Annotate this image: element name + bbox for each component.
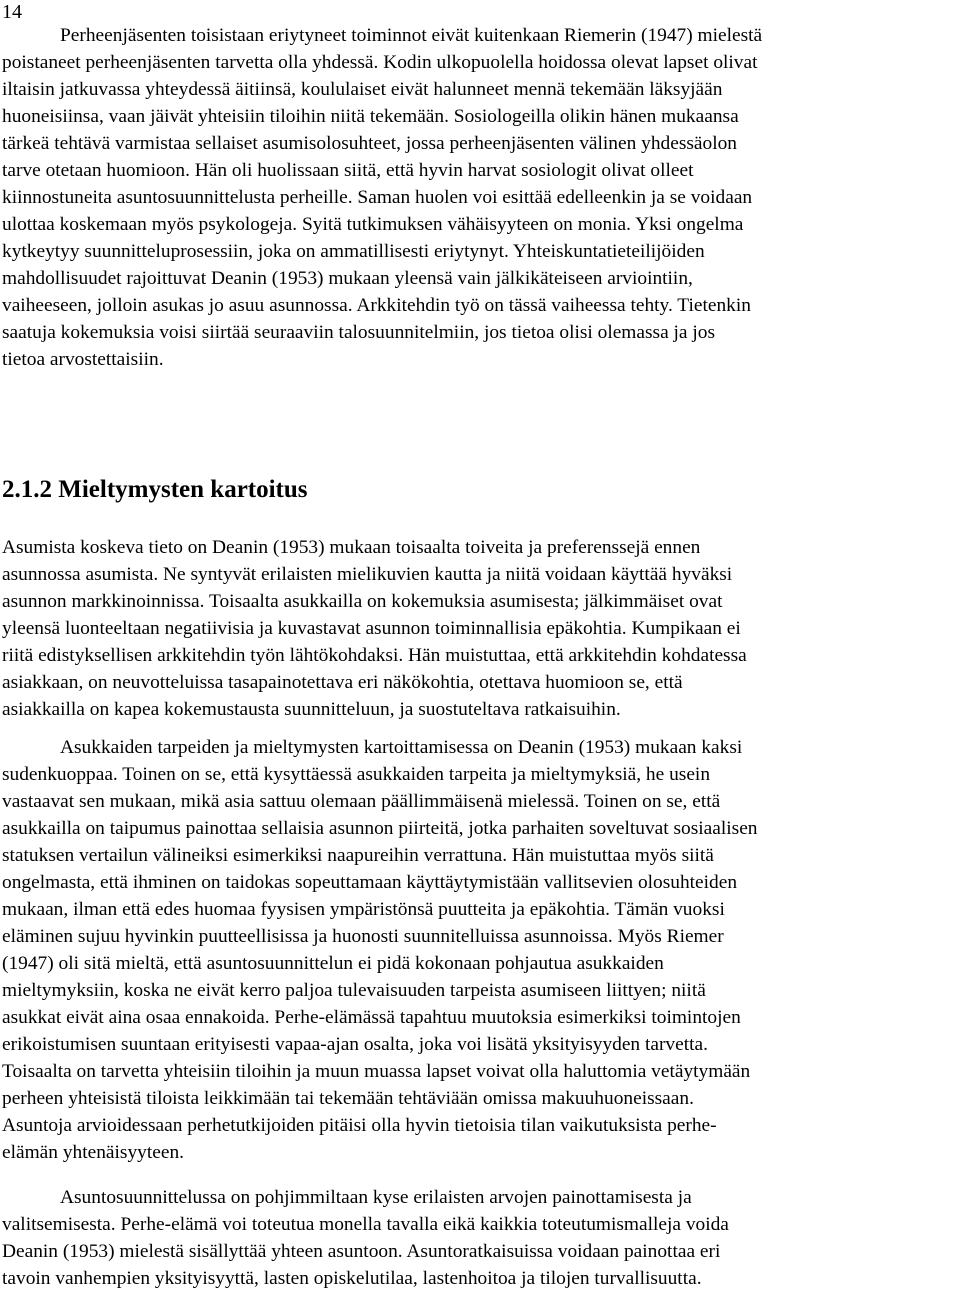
- paragraph-2: [2, 534, 960, 723]
- text-line: Asuntosuunnittelussa on pohjimmiltaan kyse erilaisten arvojen painottamisesta ja: [60, 1187, 692, 1208]
- text-line: asunnossa asumista. Ne syntyvät erilaisten mielikuvien kautta ja niitä voidaan käyttää hyväksi: [2, 564, 733, 585]
- paragraph-1: [2, 22, 960, 373]
- text-line: vaiheeseen, jolloin asukas jo asuu asunnossa. Arkkitehdin työ on tässä vaiheessa tehty. Tietenkin: [2, 295, 751, 316]
- text-line: asunnon markkinoinnissa. Toisaalta asukkailla on kokemuksia asumisesta; jälkimmäiset ovat: [2, 591, 723, 612]
- text-line: Asukkaiden tarpeiden ja mieltymysten kartoittamisessa on Deanin (1953) mukaan kaksi: [60, 737, 743, 758]
- text-line: Asumista koskeva tieto on Deanin (1953) mukaan toisaalta toiveita ja preferenssejä ennen: [2, 537, 701, 558]
- text-line: vastaavat sen mukaan, mikä asia sattuu olemaan päällimmäisenä mielessä. Toinen on se, että: [2, 791, 721, 812]
- text-line: statuksen vertailun välineiksi esimerkiksi naapureihin verrattuna. Hän muistuttaa myös siitä: [2, 845, 714, 866]
- text-line: Perheenjäsenten toisistaan eriytyneet toiminnot eivät kuitenkaan Riemerin (1947) mielestä: [60, 25, 763, 46]
- paragraph-4: [2, 1184, 960, 1292]
- text-line: asiakkaan, on neuvotteluissa tasapainotettava eri näkökohtia, otettava huomioon se, että: [2, 672, 683, 693]
- text-line: erikoistumisen suuntaan erityisesti vapaa-ajan osalta, joka voi lisätä yksityisyyden tarvetta.: [2, 1034, 708, 1055]
- text-line: huoneisiinsa, vaan jäivät yhteisiin tiloihin niitä tekemään. Sosiologeilla olikin hänen mukaansa: [2, 106, 739, 127]
- text-line: Deanin (1953) mielestä sisällyttää yhteen asuntoon. Asuntoratkaisuissa voidaan painottaa eri: [2, 1241, 721, 1262]
- text-line: (1947) oli sitä mieltä, että asuntosuunnittelun ei pidä kokonaan pohjautua asukkaiden: [2, 953, 664, 974]
- text-line: elämän yhtenäisyyteen.: [2, 1142, 184, 1163]
- text-line: tietoa arvostettaisiin.: [2, 349, 164, 370]
- text-line: kytkeytyy suunnitteluprosessiin, joka on ammatillisesti eriytynyt. Yhteiskuntatieteilijöiden: [2, 241, 705, 262]
- text-line: perheen yhteisistä tiloista leikkimään tai tekemään tehtäviään omissa makuuhuoneissaan.: [2, 1088, 694, 1109]
- text-line: tärkeä tehtävä varmistaa sellaiset asumisolosuhteet, jossa perheenjäsenten välinen yhdessäolon: [2, 133, 737, 154]
- text-line: asukkat eivät aina osaa ennakoida. Perhe-elämässä tapahtuu muutoksia esimerkiksi toimintojen: [2, 1007, 741, 1028]
- text-line: iltaisin jatkuvassa yhteydessä äitiinsä, koululaiset eivät halunneet mennä tekemään läksyjään: [2, 79, 723, 100]
- text-line: mukaan, ilman että edes huomaa fyysisen ympäristönsä puutteita ja epäkohtia. Tämän vuoksi: [2, 899, 725, 920]
- text-line: mahdollisuudet rajoittuvat Deanin (1953) mukaan yleensä vain jälkikäteiseen arviointiin,: [2, 268, 693, 289]
- paragraph-3: [2, 734, 960, 1166]
- text-line: ongelmasta, että ihminen on taidokas sopeuttamaan käyttäytymistään vallitsevien olosuhteiden: [2, 872, 738, 893]
- text-line: tarve otetaan huomioon. Hän oli huolissaan siitä, että hyvin harvat sosiologit olivat olleet: [2, 160, 694, 181]
- text-line: tavoin vanhempien yksityisyyttä, lasten opiskelutilaa, lastenhoitoa ja tilojen turvallisuutta.: [2, 1268, 702, 1289]
- text-line: mieltymyksiin, koska ne eivät kerro paljoa tulevaisuuden tarpeista asumiseen liittyen; niitä: [2, 980, 706, 1001]
- text-line: Toisaalta on tarvetta yhteisiin tiloihin ja muun muassa lapset voivat olla haluttomia vetäytymään: [2, 1061, 751, 1082]
- text-line: valitsemisesta. Perhe-elämä voi toteutua monella tavalla eikä kaikkia toteutumismalleja voida: [2, 1214, 729, 1235]
- text-line: riitä edistyksellisen arkkitehdin työn lähtökohdaksi. Hän muistuttaa, että arkkitehdin kohdatessa: [2, 645, 747, 666]
- page-number: 14: [2, 1, 22, 23]
- section-heading: 2.1.2 Mieltymysten kartoitus: [2, 476, 308, 503]
- text-line: Asuntoja arvioidessaan perhetutkijoiden pitäisi olla hyvin tietoisia tilan vaikutuksista perhe-: [2, 1115, 717, 1136]
- text-line: asiakkailla on kapea kokemustausta suunnitteluun, ja suostuteltava ratkaisuihin.: [2, 699, 621, 720]
- text-line: yleensä luonteeltaan negatiivisia ja kuvastavat asunnon toiminnallisia epäkohtia. Kumpikaan ei: [2, 618, 741, 639]
- text-line: sudenkuoppaa. Toinen on se, että kysyttäessä asukkaiden tarpeita ja mieltymyksiä, he usein: [2, 764, 711, 785]
- text-line: ulottaa koskemaan myös psykologeja. Syitä tutkimuksen vähäisyyteen on monia. Yksi ongelma: [2, 214, 744, 235]
- text-line: asukkailla on taipumus painottaa sellaisia asunnon piirteitä, jotka parhaiten soveltuvat sosiaalisen: [2, 818, 758, 839]
- text-line: poistaneet perheenjäsenten tarvetta olla yhdessä. Kodin ulkopuolella hoidossa olevat lapset olivat: [2, 52, 758, 73]
- text-line: saatuja kokemuksia voisi siirtää seuraaviin talosuunnitelmiin, jos tietoa olisi olemassa ja jos: [2, 322, 716, 343]
- text-line: kiinnostuneita asuntosuunnittelusta perheille. Saman huolen voi esittää edelleenkin ja se voidaan: [2, 187, 753, 208]
- text-line: eläminen sujuu hyvinkin puutteellisissa ja huonosti suunnitelluissa asunnoissa. Myös Riemer: [2, 926, 724, 947]
